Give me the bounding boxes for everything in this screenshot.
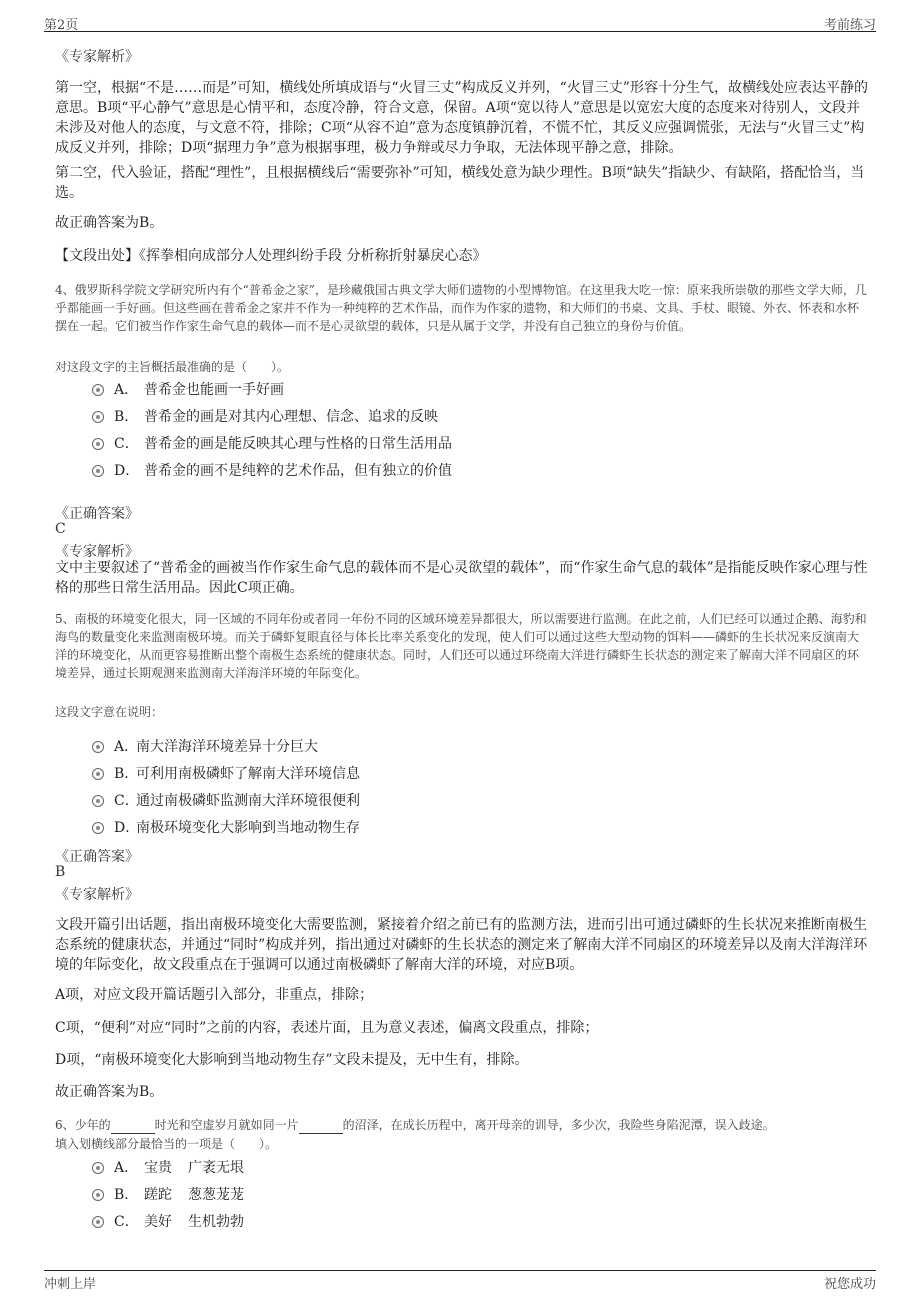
correct-answer-heading: 《正确答案》 [55,849,139,865]
blank-line [299,1119,343,1134]
page-number: 第2页 [44,18,79,33]
passage-source: 【文段出处】《挥拳相向成部分人处理纠纷手段 分析称折射暴戾心态》 [55,248,487,264]
analysis-paragraph: C项，“便利”对应“同时”之前的内容，表述片面，且为意义表述，偏离文段重点，排除； [55,1020,599,1036]
analysis-paragraph: 第一空，根据“不是……而是”可知，横线处所填成语与“火冒三丈”构成反义并列，“火冒三丈”形容十分生气，故横线处应表达平静的意思。B项“平心静气”意思是心情平和，态度冷静，符合文意，保留。A项“宽以待人”意思是以宽宏大度的态度来对待别人，文段并未涉及对他人的态度，与文意不符，排除；C项“从容不迫”意为态度镇静沉着，不慌不忙，其反义应强调慌张，无法与“火冒三丈”构成反义并列，排除；D项“据理力争”意为根据事理，极力争辩或尽力争取，无法体现平静之意，排除。 [55,80,868,156]
analysis-paragraph: D项，“南极环境变化大影响到当地动物生存”文段未提及，无中生有，排除。 [55,1052,529,1068]
question-stem: 5、南极的环境变化很大，同一区域的不同年份或者同一年份不同的区域环境差异都很大，所以需要进行监测。在此之前，人们已经可以通过企鹅、海豹和海鸟的数量变化来监测南极环境。而关于磷虾复眼直径与体长比率关系变化的发现，使人们可以通过这些大型动物的饵料——磷虾的生长状况来反演南大洋的环境变化，从而更容易推断出整个南极生态系统的健康状态。同时，人们还可以通过环绕南大洋进行磷虾生长状态的测定来了解南大洋不同扇区的环境差异，通过长期观测来监测南大洋海洋环境的年际变化。 [55,612,867,680]
radio-icon[interactable] [92,768,104,780]
radio-icon[interactable] [92,411,104,423]
footer-divider [44,1270,876,1271]
analysis-paragraph: 文段开篇引出话题，指出南极环境变化大需要监测，紧接着介绍之前已有的监测方法，进而引出可通过磷虾的生长状况来推断南极生态系统的健康状态，并通过“同时”构成并列，指出通过对磷虾的生长状态的测定来了解南大洋不同扇区的环境差异以及南大洋海洋环境的年际变化，故文段重点在于强调可以通过南极磷虾了解南大洋的环境，对应B项。 [55,917,868,973]
question-prompt: 对这段文字的主旨概括最准确的是（ ）。 [55,360,290,374]
analysis-paragraph: A项，对应文段开篇话题引入部分，非重点，排除； [55,987,374,1003]
question-stem: 4、俄罗斯科学院文学研究所内有个“普希金之家”，是珍藏俄国古典文学大师们遗物的小型博物馆。在这里我大吃一惊：原来我所崇敬的那些文学大师，几乎都能画一手好画。但这些画在普希金之家并不作为一种纯粹的艺术作品，而作为作家的遗物，和大师们的书桌、文具、手杖、眼镜、外衣、怀表和水杯摆在一起。它们被当作作家生命气息的载体—而不是心灵欲望的载体，只是从属于文学，并没有自己独立的身份与价值。 [55,283,867,333]
radio-icon[interactable] [92,1189,104,1201]
question-prompt: 填入划横线部分最恰当的一项是（ ）。 [55,1137,278,1151]
expert-analysis-heading: 《专家解析》 [55,887,139,903]
page-header [44,10,876,32]
radio-icon[interactable] [92,822,104,834]
correct-answer: C [55,521,66,537]
analysis-paragraph: 文中主要叙述了“普希金的画被当作作家生命气息的载体而不是心灵欲望的载体”，而“作家生命气息的载体”是指能反映作家心理与性格的那些日常生活用品。因此C项正确。 [55,560,868,596]
correct-answer: B [55,864,66,880]
radio-icon[interactable] [92,1162,104,1174]
question-prompt: 这段文字意在说明： [55,705,164,719]
expert-analysis-heading: 《专家解析》 [55,49,139,65]
radio-icon[interactable] [92,1216,104,1228]
header-divider [44,31,876,32]
analysis-paragraph: 第二空，代入验证，搭配“理性”，且根据横线后“需要弥补”可知，横线处意为缺少理性。B项“缺失”指缺少、有缺陷，搭配恰当，当选。 [55,165,865,201]
question-stem: 6、少年的 时光和空虚岁月就如同一片 的沼泽，在成长历程中，离开母亲的训导，多少次，我险些身陷泥潭，误入歧途。 [55,1118,775,1132]
radio-icon[interactable] [92,741,104,753]
footer-left-text: 冲刺上岸 [44,1277,97,1292]
expert-analysis-heading: 《专家解析》 [55,544,139,560]
header-tag: 考前练习 [823,18,876,33]
blank-line [111,1119,155,1134]
correct-answer-heading: 《正确答案》 [55,506,139,522]
analysis-conclusion: 故正确答案为B。 [55,1084,164,1100]
radio-icon[interactable] [92,384,104,396]
radio-icon[interactable] [92,795,104,807]
analysis-conclusion: 故正确答案为B。 [55,215,164,231]
footer-right-text: 祝您成功 [823,1277,876,1292]
radio-icon[interactable] [92,465,104,477]
radio-icon[interactable] [92,438,104,450]
